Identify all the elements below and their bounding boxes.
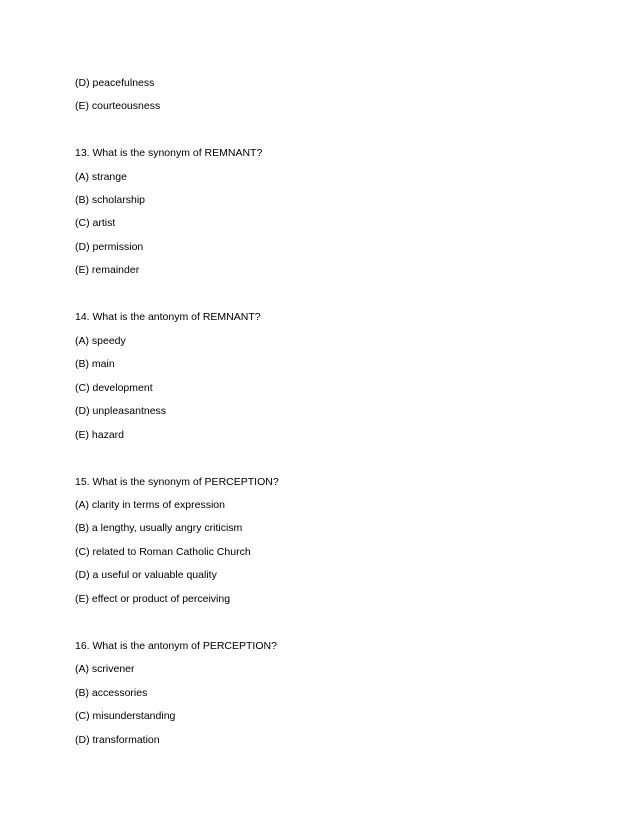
option-text: (C) misunderstanding [75,710,176,722]
option-text: (A) speedy [75,335,126,347]
option-text: (D) a useful or valuable quality [75,569,217,581]
option-text: (C) artist [75,217,116,229]
option-text: (D) permission [75,241,144,253]
option-text: (D) transformation [75,734,160,746]
option-text: (E) courteousness [75,100,161,112]
option-text: (B) scholarship [75,194,146,206]
option-text: (A) strange [75,171,127,183]
option-text: (E) effect or product of perceiving [75,593,231,605]
option-text: (A) scrivener [75,663,135,675]
option-text: (E) remainder [75,264,140,276]
option-text: (B) accessories [75,687,148,699]
option-text: (D) peacefulness [75,77,155,89]
option-text: (A) clarity in terms of expression [75,499,225,511]
question-prompt: 15. What is the synonym of PERCEPTION? [75,476,279,488]
option-text: (B) a lengthy, usually angry criticism [75,522,243,534]
option-text: (D) unpleasantness [75,405,167,417]
option-text: (C) related to Roman Catholic Church [75,546,251,558]
option-text: (E) hazard [75,429,125,441]
question-prompt: 14. What is the antonym of REMNANT? [75,311,261,323]
question-prompt: 13. What is the synonym of REMNANT? [75,147,263,159]
question-prompt: 16. What is the antonym of PERCEPTION? [75,640,277,652]
option-text: (B) main [75,358,115,370]
option-text: (C) development [75,382,153,394]
